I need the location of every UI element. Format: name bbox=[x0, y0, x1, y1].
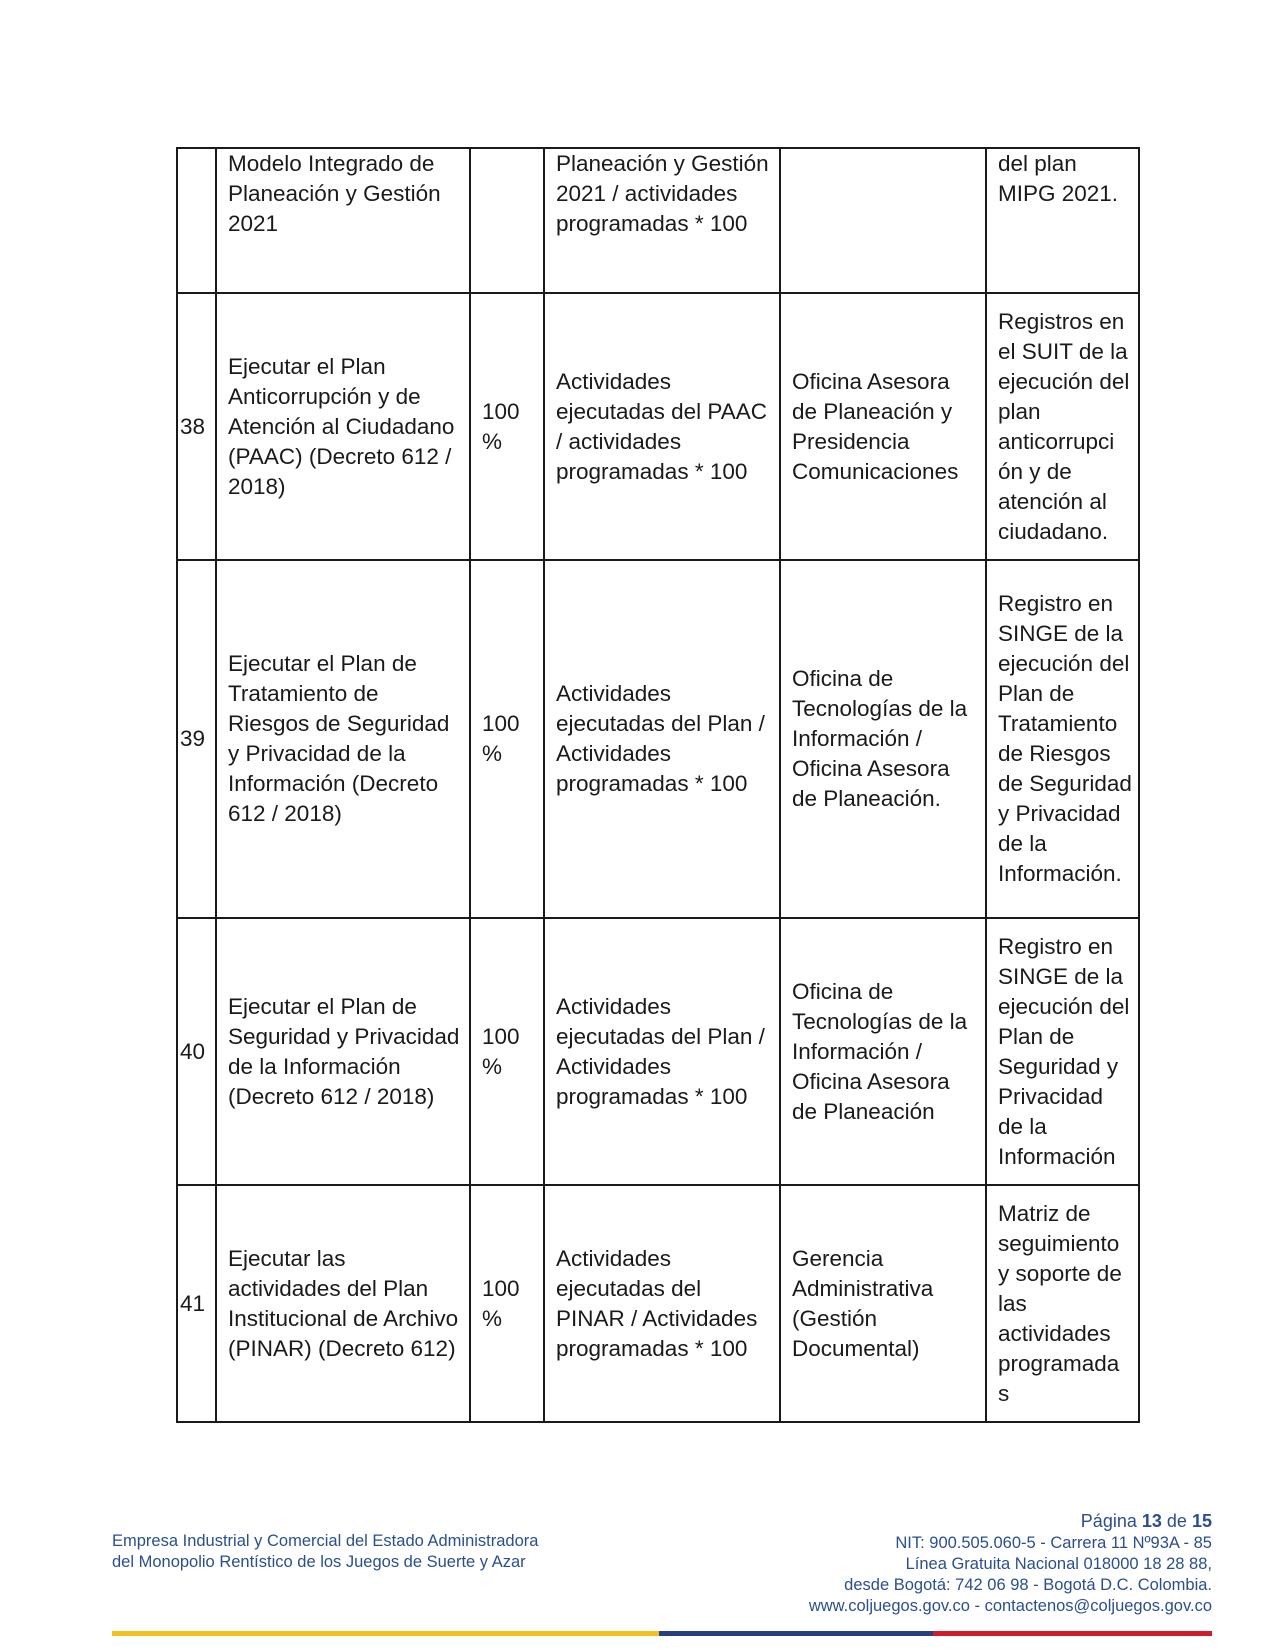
indicator-cell: Planeación y Gestión 2021 / actividades programadas * 100 bbox=[544, 148, 780, 293]
table-row bbox=[177, 293, 1139, 560]
responsible-cell: Oficina de Tecnologías de la Información / Oficina Asesora de Planeación. bbox=[780, 560, 986, 918]
row-number: 38 bbox=[177, 293, 216, 560]
company-line: Empresa Industrial y Comercial del Estado Administradora bbox=[112, 1532, 539, 1550]
phone-line: desde Bogotá: 742 06 98 - Bogotá D.C. Colombia. bbox=[844, 1576, 1212, 1594]
table-row bbox=[177, 560, 1139, 918]
indicator-cell: Actividades ejecutadas del Plan / Actividades programadas * 100 bbox=[544, 560, 780, 918]
activity-cell: Ejecutar el Plan de Tratamiento de Riesgos de Seguridad y Privacidad de la Información (Decreto 612 / 2018) bbox=[216, 560, 470, 918]
evidence-cell: Matriz de seguimiento y soporte de las actividades programada s bbox=[986, 1185, 1139, 1422]
flag-stripe-red bbox=[933, 1631, 1212, 1636]
goal-cell: 100 % bbox=[470, 293, 544, 560]
flag-stripe-yellow bbox=[112, 1631, 659, 1636]
flag-stripe-blue bbox=[659, 1631, 933, 1636]
nit-address: NIT: 900.505.060-5 - Carrera 11 Nº93A - 85 bbox=[895, 1534, 1212, 1552]
table-row bbox=[177, 148, 1139, 293]
company-line: del Monopolio Rentístico de los Juegos de Suerte y Azar bbox=[112, 1553, 526, 1571]
indicator-cell: Actividades ejecutadas del Plan / Actividades programadas * 100 bbox=[544, 918, 780, 1185]
responsible-cell bbox=[780, 148, 986, 293]
indicator-cell: Actividades ejecutadas del PINAR / Actividades programadas * 100 bbox=[544, 1185, 780, 1422]
page-indicator bbox=[809, 1509, 1212, 1533]
goal-cell: 100 % bbox=[470, 1185, 544, 1422]
responsible-cell: Gerencia Administrativa (Gestión Documental) bbox=[780, 1185, 986, 1422]
row-number: 41 bbox=[177, 1185, 216, 1422]
goal-cell: 100 % bbox=[470, 560, 544, 918]
evidence-cell: Registro en SINGE de la ejecución del Plan de Tratamiento de Riesgos de Seguridad y Privacidad de la Información. bbox=[986, 560, 1139, 918]
indicator-cell: Actividades ejecutadas del PAAC / actividades programadas * 100 bbox=[544, 293, 780, 560]
responsible-cell: Oficina de Tecnologías de la Información / Oficina Asesora de Planeación bbox=[780, 918, 986, 1185]
table-row bbox=[177, 1185, 1139, 1422]
page-prefix: Página bbox=[1080, 1511, 1137, 1531]
activity-cell: Ejecutar las actividades del Plan Institucional de Archivo (PINAR) (Decreto 612) bbox=[216, 1185, 470, 1422]
row-number: 39 bbox=[177, 560, 216, 918]
page-total: 15 bbox=[1191, 1511, 1212, 1531]
row-number bbox=[177, 148, 216, 293]
evidence-cell: Registros en el SUIT de la ejecución del plan anticorrupci ón y de atención al ciudadano. bbox=[986, 293, 1139, 560]
activity-cell: Modelo Integrado de Planeación y Gestión 2021 bbox=[216, 148, 470, 293]
responsible-cell: Oficina Asesora de Planeación y Presidencia Comunicaciones bbox=[780, 293, 986, 560]
activity-cell: Ejecutar el Plan de Seguridad y Privacidad de la Información (Decreto 612 / 2018) bbox=[216, 918, 470, 1185]
row-number: 40 bbox=[177, 918, 216, 1185]
goal-cell bbox=[470, 148, 544, 293]
company-name bbox=[112, 1531, 538, 1573]
evidence-cell: del plan MIPG 2021. bbox=[986, 148, 1139, 293]
contact-block bbox=[809, 1509, 1212, 1617]
activities-table bbox=[176, 147, 1140, 1423]
goal-cell: 100 % bbox=[470, 918, 544, 1185]
web-contact: www.coljuegos.gov.co - contactenos@coljuegos.gov.co bbox=[808, 1597, 1212, 1615]
page-current: 13 bbox=[1141, 1511, 1162, 1531]
table-row bbox=[177, 918, 1139, 1185]
evidence-cell: Registro en SINGE de la ejecución del Plan de Seguridad y Privacidad de la Información bbox=[986, 918, 1139, 1185]
activity-cell: Ejecutar el Plan Anticorrupción y de Atención al Ciudadano (PAAC) (Decreto 612 / 2018) bbox=[216, 293, 470, 560]
phone-line: Línea Gratuita Nacional 018000 18 28 88, bbox=[905, 1555, 1212, 1573]
page-of: de bbox=[1166, 1511, 1187, 1531]
